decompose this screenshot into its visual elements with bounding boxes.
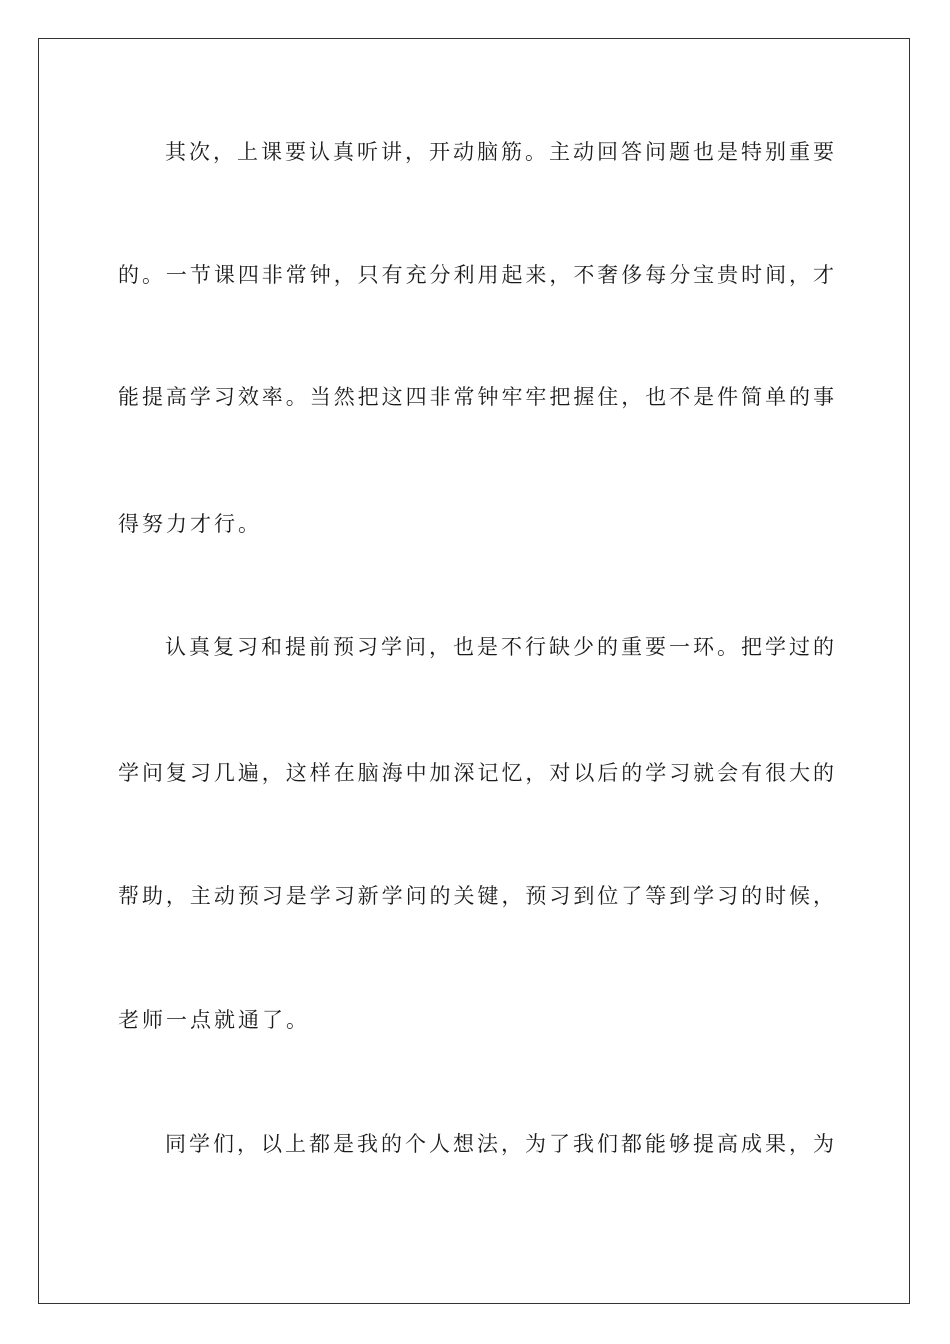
paragraph-2-line-3: 帮助，主动预习是学习新学问的关键，预习到位了等到学习的时候， — [118, 884, 834, 908]
paragraph-2-line-1: 认真复习和提前预习学问，也是不行缺少的重要一环。把学过的 — [165, 635, 834, 659]
paragraph-1-line-2: 的。一节课四非常钟，只有充分利用起来，不奢侈每分宝贵时间，才 — [118, 263, 834, 287]
paragraph-3-line-1: 同学们，以上都是我的个人想法，为了我们都能够提高成果，为 — [165, 1132, 834, 1156]
paragraph-2-line-2: 学问复习几遍，这样在脑海中加深记忆，对以后的学习就会有很大的 — [118, 761, 834, 785]
paragraph-2-line-4: 老师一点就通了。 — [118, 1008, 310, 1032]
page-border — [38, 38, 910, 1304]
paragraph-1-line-1: 其次，上课要认真听讲，开动脑筋。主动回答问题也是特别重要 — [165, 140, 834, 164]
paragraph-1-line-3: 能提高学习效率。当然把这四非常钟牢牢把握住，也不是件简单的事 — [118, 385, 834, 409]
paragraph-1-line-4: 得努力才行。 — [118, 512, 262, 536]
